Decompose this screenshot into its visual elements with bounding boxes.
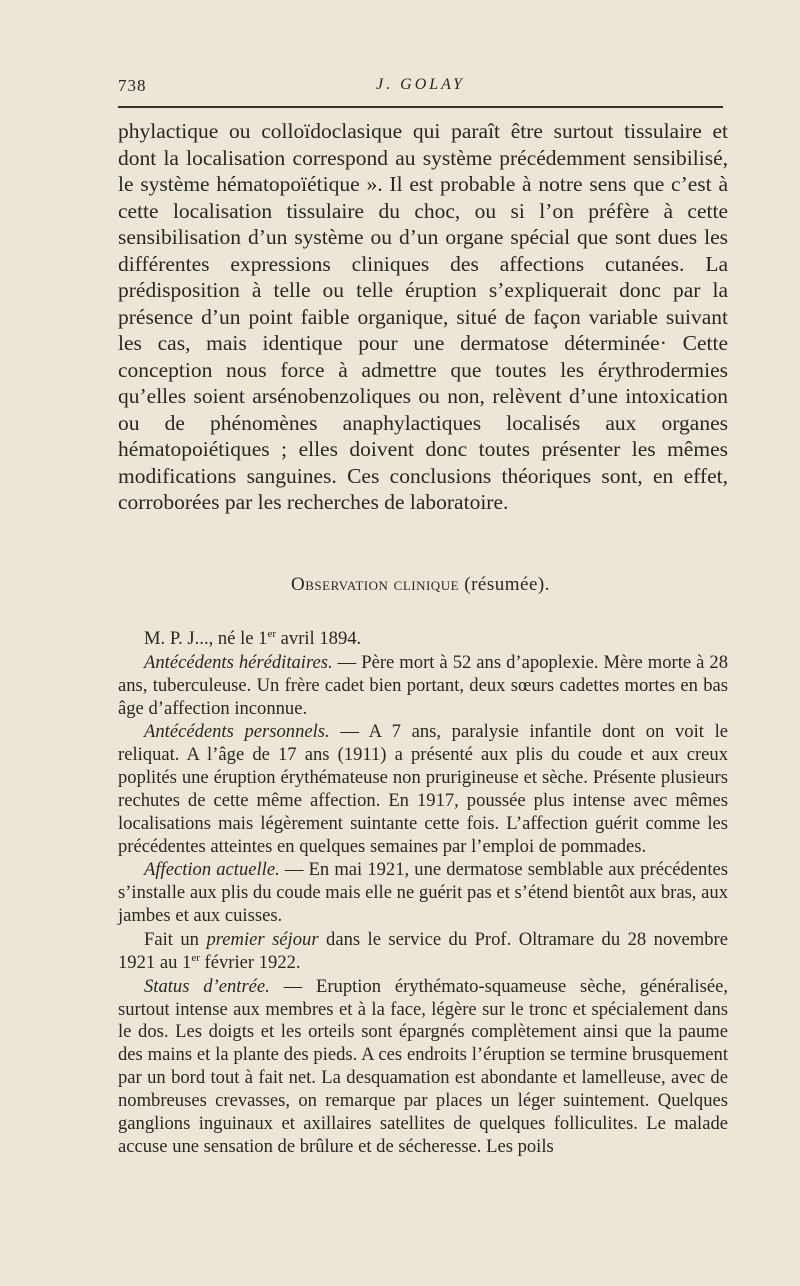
personal-label: Antécédents personnels. [144,721,330,743]
first-stay-middle: dans le service du Prof. Oltramare du 28 novembre 1921 au 1 [118,928,728,973]
patient-suffix: avril 1894. [276,628,362,649]
first-stay-superscript: er [191,951,200,964]
running-head: J. GOLAY [376,76,465,93]
patient-line [118,628,728,651]
first-stay-prefix: Fait un [144,928,207,950]
current-affection-label: Affection actuelle. [144,859,280,881]
section-heading-suffix: (résumée). [459,574,550,595]
section-heading [118,574,723,596]
current-affection [118,859,728,928]
patient-prefix: M. P. J..., né le 1 [144,628,268,649]
current-affection-text: — En mai 1921, une dermatose semblable aux précédentes s’installe aux plis du coude mais elle ne guérit pas et s’étend bientôt aux bras, aux jambes et aux cuisses. [118,859,728,927]
patient-superscript: er [267,627,276,640]
section-heading-smallcaps: Observation clinique [291,574,460,595]
first-stay-label: premier séjour [206,928,319,950]
first-stay-suffix: février 1922. [199,951,301,973]
entry-status [118,976,728,1159]
page-header [118,76,723,102]
first-stay [118,929,728,975]
hereditary-label: Antécédents héréditaires. [144,651,333,673]
entry-status-text: — Eruption érythémato-squameuse sèche, généralisée, surtout intense aux membres et à la face, légère sur le tronc et spécialement dans le dos. Les doigts et les orteils sont épargnés complètement ainsi que la paume des mains et la plante des pieds. A ces endroits l’éruption se termine brusquement par un bord tout à fait net. La desquamation est abondante et lamelleuse, avec de nombreuses crevasses, on remarque par places un léger suintement. Quelques ganglions inguinaux et axillaires satellites de quelques folliculites. Le malade accuse une sensation de brûlure et de sécheresse. Les poils [118,975,729,1157]
observation-block [118,628,728,1159]
intro-paragraph-block [118,118,728,516]
intro-paragraph: phylactique ou colloïdoclasique qui paraît être surtout tissulaire et dont la localisation correspond au système précédemment sensibilisé, le système hématopoïétique ». Il est probable à notre sens que c’est à cette localisation tissulaire du choc, ou si l’on préfère à cette sensibilisation d’un système ou d’un organe spécial que sont dues les différentes expressions cliniques des affections cutanées. La prédisposition à telle ou telle éruption s’expliquerait donc par la présence d’un point faible organique, situé de façon variable suivant les cas, mais identique pour une dermatose déterminée· Cette conception nous force à admettre que toutes les érythrodermies qu’elles soient arsénobenzoliques ou non, relèvent d’une intoxication ou de phénomènes anaphylactiques localisés aux organes hématopoiétiques ; elles doivent donc toutes présenter les mêmes modifications sanguines. Ces conclusions théoriques sont, en effet, corroborées par les recherches de laboratoire. [118,119,728,514]
hereditary-history [118,652,728,721]
page-number: 738 [118,76,147,95]
hereditary-text: — Père mort à 52 ans d’apoplexie. Mère morte à 28 ans, tuberculeuse. Un frère cadet bien portant, deux sœurs cadettes mortes en bas âge d’affection inconnue. [118,651,728,719]
personal-history [118,721,728,858]
personal-text: — A 7 ans, paralysie infantile dont on voit le reliquat. A l’âge de 17 ans (1911) a présenté aux plis du coude et aux creux poplités une éruption érythémateuse non prurigineuse et sèche. Présente plusieurs rechutes de cette même affection. En 1917, poussée plus intense avec mêmes localisations mais légèrement suintante cette fois. L’affection guérit comme les précédentes atteintes en quelques semaines par l’emploi de pommades. [118,721,728,857]
header-rule [118,106,723,108]
entry-status-label: Status d’entrée. [144,975,270,997]
